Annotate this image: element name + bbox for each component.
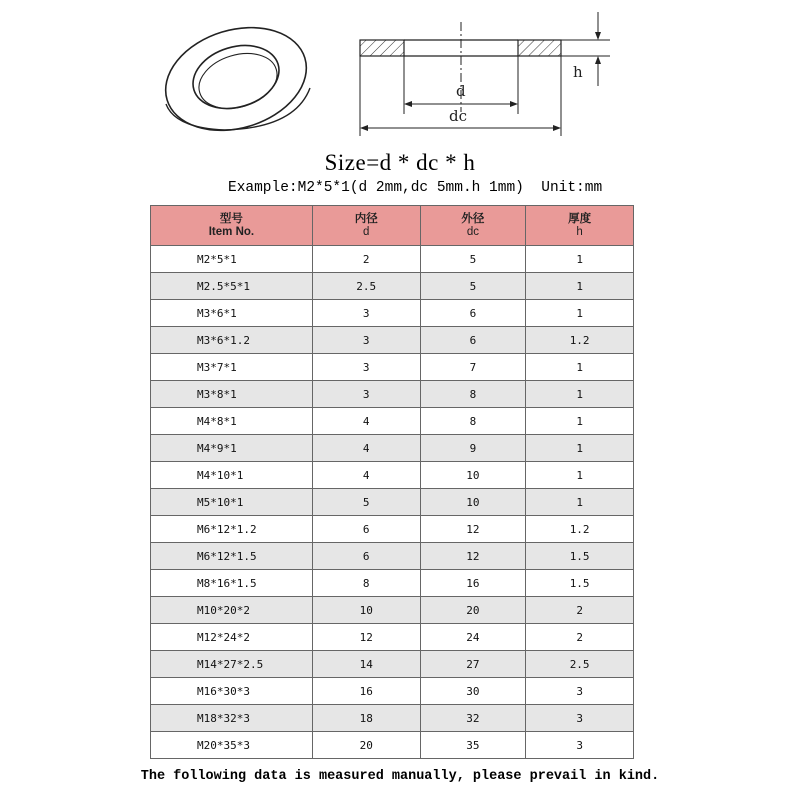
cell-inner-diameter: 14 [312, 651, 420, 678]
table-row [151, 732, 634, 759]
table-row [151, 516, 634, 543]
cell-item-no: M4*9*1 [151, 435, 313, 462]
cell-thickness: 2 [526, 597, 634, 624]
size-formula: Size=d * dc * h [324, 150, 476, 175]
table-row [151, 435, 634, 462]
cell-item-no: M3*6*1 [151, 300, 313, 327]
cell-inner-diameter: 10 [312, 597, 420, 624]
cell-inner-diameter: 4 [312, 435, 420, 462]
cell-outer-diameter: 35 [420, 732, 526, 759]
cell-thickness: 1 [526, 246, 634, 273]
cell-inner-diameter: 3 [312, 354, 420, 381]
header-outer-diameter [420, 206, 526, 246]
header-subtitle: h [576, 225, 583, 238]
cell-item-no: M3*6*1.2 [151, 327, 313, 354]
cell-inner-diameter: 3 [312, 300, 420, 327]
header-subtitle: dc [466, 225, 479, 238]
cell-outer-diameter: 10 [420, 462, 526, 489]
cell-outer-diameter: 5 [420, 246, 526, 273]
cell-thickness: 2.5 [526, 651, 634, 678]
cell-outer-diameter: 16 [420, 570, 526, 597]
cell-thickness: 1 [526, 273, 634, 300]
cell-inner-diameter: 2.5 [312, 273, 420, 300]
table-header [151, 206, 634, 246]
cell-inner-diameter: 12 [312, 624, 420, 651]
cell-outer-diameter: 6 [420, 327, 526, 354]
washer-diagram [0, 0, 800, 150]
h-dimension-label: h [573, 63, 583, 81]
cell-inner-diameter: 8 [312, 570, 420, 597]
table-row [151, 570, 634, 597]
cell-item-no: M10*20*2 [151, 597, 313, 624]
header-title: 外径 [461, 212, 485, 225]
cell-item-no: M12*24*2 [151, 624, 313, 651]
header-title: 型号 [219, 212, 243, 225]
header-title: 内径 [354, 212, 378, 225]
table-row [151, 408, 634, 435]
cell-outer-diameter: 12 [420, 543, 526, 570]
example-line: Example:M2*5*1(d 2mm,dc 5mm.h 1mm) Unit:mm [228, 180, 603, 196]
cell-thickness: 3 [526, 678, 634, 705]
cell-item-no: M5*10*1 [151, 489, 313, 516]
cell-inner-diameter: 3 [312, 381, 420, 408]
cell-thickness: 1.2 [526, 516, 634, 543]
cell-thickness: 1 [526, 381, 634, 408]
cell-inner-diameter: 16 [312, 678, 420, 705]
cell-thickness: 1 [526, 354, 634, 381]
cell-item-no: M2*5*1 [151, 246, 313, 273]
cell-item-no: M6*12*1.2 [151, 516, 313, 543]
cell-outer-diameter: 8 [420, 381, 526, 408]
cell-thickness: 3 [526, 705, 634, 732]
cell-item-no: M6*12*1.5 [151, 543, 313, 570]
cell-outer-diameter: 8 [420, 408, 526, 435]
dc-dimension-label: dc [449, 107, 468, 125]
table-row [151, 462, 634, 489]
cell-thickness: 1.5 [526, 543, 634, 570]
table-row [151, 543, 634, 570]
cell-thickness: 1 [526, 462, 634, 489]
cell-thickness: 1 [526, 408, 634, 435]
washer-cross-section [360, 12, 610, 136]
cell-outer-diameter: 32 [420, 705, 526, 732]
cell-outer-diameter: 6 [420, 300, 526, 327]
cell-thickness: 1.2 [526, 327, 634, 354]
cell-thickness: 3 [526, 732, 634, 759]
cell-outer-diameter: 27 [420, 651, 526, 678]
header-thickness [526, 206, 634, 246]
cell-inner-diameter: 4 [312, 462, 420, 489]
table-row [151, 597, 634, 624]
header-row [151, 206, 634, 246]
header-item-no [151, 206, 313, 246]
cell-inner-diameter: 18 [312, 705, 420, 732]
header-inner-diameter [312, 206, 420, 246]
cell-outer-diameter: 20 [420, 597, 526, 624]
cell-inner-diameter: 20 [312, 732, 420, 759]
cell-outer-diameter: 7 [420, 354, 526, 381]
header-title: 厚度 [568, 212, 592, 225]
header-subtitle: d [363, 225, 370, 238]
table-row [151, 678, 634, 705]
cell-thickness: 1 [526, 435, 634, 462]
cell-item-no: M3*8*1 [151, 381, 313, 408]
table-row [151, 651, 634, 678]
table-row [151, 624, 634, 651]
cell-item-no: M3*7*1 [151, 354, 313, 381]
cell-outer-diameter: 24 [420, 624, 526, 651]
cell-item-no: M4*8*1 [151, 408, 313, 435]
table-row [151, 705, 634, 732]
cell-item-no: M16*30*3 [151, 678, 313, 705]
table-row [151, 489, 634, 516]
cell-thickness: 1 [526, 300, 634, 327]
cell-item-no: M8*16*1.5 [151, 570, 313, 597]
header-subtitle: Item No. [208, 225, 255, 238]
footer-note: The following data is measured manually, please prevail in kind. [140, 769, 660, 784]
cell-inner-diameter: 2 [312, 246, 420, 273]
cell-item-no: M20*35*3 [151, 732, 313, 759]
cell-inner-diameter: 6 [312, 516, 420, 543]
cell-thickness: 1 [526, 489, 634, 516]
table-row [151, 381, 634, 408]
cell-inner-diameter: 6 [312, 543, 420, 570]
cell-outer-diameter: 12 [420, 516, 526, 543]
cell-thickness: 2 [526, 624, 634, 651]
cell-outer-diameter: 9 [420, 435, 526, 462]
cell-item-no: M18*32*3 [151, 705, 313, 732]
d-dimension-label: d [456, 82, 466, 100]
cell-inner-diameter: 3 [312, 327, 420, 354]
cell-item-no: M14*27*2.5 [151, 651, 313, 678]
cell-outer-diameter: 30 [420, 678, 526, 705]
table-row [151, 300, 634, 327]
washer-3d-view [153, 11, 319, 147]
washer-size-table [150, 205, 634, 759]
cell-item-no: M4*10*1 [151, 462, 313, 489]
table-row [151, 354, 634, 381]
cell-thickness: 1.5 [526, 570, 634, 597]
table-row [151, 327, 634, 354]
cell-inner-diameter: 4 [312, 408, 420, 435]
table-row [151, 273, 634, 300]
cell-outer-diameter: 10 [420, 489, 526, 516]
cell-item-no: M2.5*5*1 [151, 273, 313, 300]
table-row [151, 246, 634, 273]
cell-outer-diameter: 5 [420, 273, 526, 300]
table-body [151, 246, 634, 759]
cell-inner-diameter: 5 [312, 489, 420, 516]
